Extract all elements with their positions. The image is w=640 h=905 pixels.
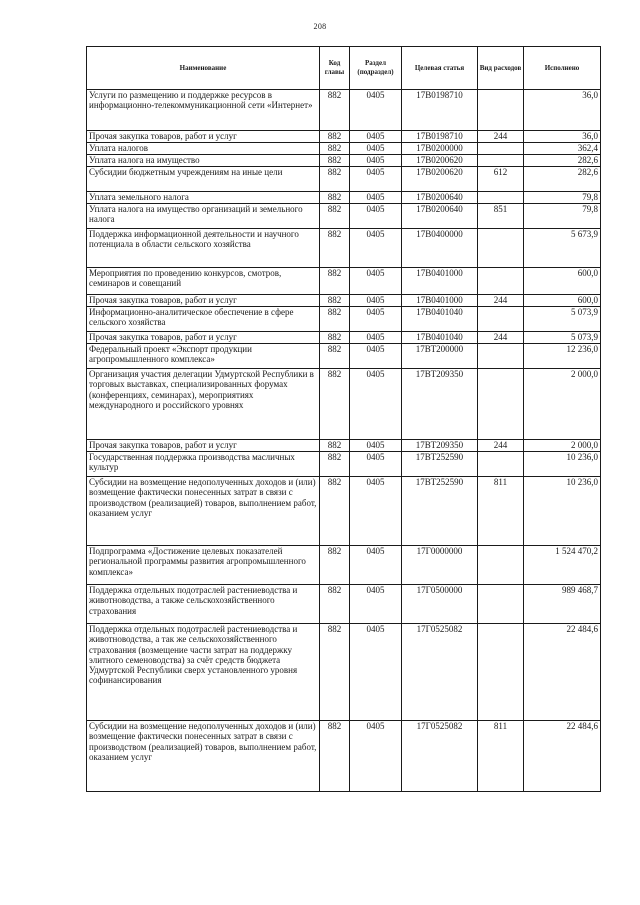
row-name: Прочая закупка товаров, работ и услуг	[87, 332, 320, 344]
row-target: 17ВТ252590	[402, 477, 478, 546]
table-row	[87, 369, 601, 440]
row-name: Федеральный проект «Экспорт продукции агропромышленного комплекса»	[87, 344, 320, 369]
row-code: 882	[320, 155, 350, 167]
row-code: 882	[320, 477, 350, 546]
row-code: 882	[320, 295, 350, 307]
row-name: Субсидии на возмещение недополученных доходов и (или) возмещение фактически понесенных затрат в связи с производством (реализацией) товаров, выполнением работ, оказанием услуг	[87, 721, 320, 792]
row-section: 0405	[350, 192, 402, 204]
row-amount: 22 484,6	[524, 721, 601, 792]
row-code: 882	[320, 131, 350, 143]
row-code: 882	[320, 90, 350, 131]
row-target: 17ВТ252590	[402, 452, 478, 477]
row-amount: 2 000,0	[524, 440, 601, 452]
row-target: 17В0200000	[402, 143, 478, 155]
row-target: 17В0200640	[402, 192, 478, 204]
row-section: 0405	[350, 721, 402, 792]
row-target: 17В0401000	[402, 295, 478, 307]
row-amount: 600,0	[524, 268, 601, 295]
row-target: 17ВТ209350	[402, 440, 478, 452]
row-name: Подпрограмма «Достижение целевых показателей региональной программы развития агропромышленного комплекса»	[87, 546, 320, 585]
row-type: 244	[478, 295, 524, 307]
row-section: 0405	[350, 344, 402, 369]
row-code: 882	[320, 452, 350, 477]
row-amount: 36,0	[524, 131, 601, 143]
row-target: 17Г0000000	[402, 546, 478, 585]
row-type: 811	[478, 477, 524, 546]
row-code: 882	[320, 546, 350, 585]
column-header-amount: Исполнено	[524, 47, 601, 90]
row-code: 882	[320, 229, 350, 268]
row-amount: 12 236,0	[524, 344, 601, 369]
table-header-row	[87, 47, 601, 90]
table-row	[87, 167, 601, 192]
row-name: Субсидии бюджетным учреждениям на иные цели	[87, 167, 320, 192]
page-number: 208	[313, 22, 327, 31]
row-name: Уплата земельного налога	[87, 192, 320, 204]
row-name: Мероприятия по проведению конкурсов, смотров, семинаров и совещаний	[87, 268, 320, 295]
row-section: 0405	[350, 204, 402, 229]
column-header-code: Код главы	[320, 47, 350, 90]
table-row	[87, 204, 601, 229]
row-name: Поддержка информационной деятельности и научного потенциала в области сельского хозяйства	[87, 229, 320, 268]
row-amount: 10 236,0	[524, 477, 601, 546]
table-row	[87, 332, 601, 344]
row-section: 0405	[350, 167, 402, 192]
row-code: 882	[320, 167, 350, 192]
row-section: 0405	[350, 307, 402, 332]
row-code: 882	[320, 307, 350, 332]
row-name: Прочая закупка товаров, работ и услуг	[87, 131, 320, 143]
row-type: 612	[478, 167, 524, 192]
row-target: 17Г0500000	[402, 585, 478, 624]
row-section: 0405	[350, 90, 402, 131]
row-section: 0405	[350, 585, 402, 624]
row-type	[478, 268, 524, 295]
row-code: 882	[320, 585, 350, 624]
budget-table	[86, 46, 601, 792]
row-section: 0405	[350, 268, 402, 295]
row-type	[478, 229, 524, 268]
row-type	[478, 90, 524, 131]
row-target: 17В0198710	[402, 90, 478, 131]
row-section: 0405	[350, 143, 402, 155]
row-amount: 79,8	[524, 192, 601, 204]
table-row	[87, 90, 601, 131]
row-name: Государственная поддержка производства масличных культур	[87, 452, 320, 477]
row-name: Поддержка отдельных подотраслей растениеводства и животноводства, а также сельскохозяйственного страхования	[87, 585, 320, 624]
row-amount: 5 073,9	[524, 307, 601, 332]
row-type	[478, 155, 524, 167]
row-code: 882	[320, 268, 350, 295]
row-name: Уплата налога на имущество организаций и земельного налога	[87, 204, 320, 229]
row-name: Поддержка отдельных подотраслей растениеводства и животноводства, а так же сельскохозяйственного страхования (возмещение части затрат на поддержку элитного семеноводства) за счёт средств бюджета Удмуртской Республики сверх установленного уровня софинансирования	[87, 624, 320, 721]
row-code: 882	[320, 143, 350, 155]
column-header-target: Целевая статья	[402, 47, 478, 90]
row-target: 17В0200620	[402, 167, 478, 192]
row-target: 17В0198710	[402, 131, 478, 143]
table-row	[87, 192, 601, 204]
row-amount: 2 000,0	[524, 369, 601, 440]
table-row	[87, 477, 601, 546]
row-section: 0405	[350, 155, 402, 167]
row-section: 0405	[350, 477, 402, 546]
row-name: Субсидии на возмещение недополученных доходов и (или) возмещение фактически понесенных затрат в связи с производством (реализацией) товаров, выполнением работ, оказанием услуг	[87, 477, 320, 546]
table-row	[87, 624, 601, 721]
row-code: 882	[320, 344, 350, 369]
row-type	[478, 143, 524, 155]
row-type	[478, 192, 524, 204]
row-target: 17В0400000	[402, 229, 478, 268]
row-type	[478, 369, 524, 440]
row-name: Уплата налогов	[87, 143, 320, 155]
row-target: 17Г0525082	[402, 624, 478, 721]
row-type	[478, 452, 524, 477]
table-row	[87, 268, 601, 295]
row-section: 0405	[350, 131, 402, 143]
row-amount: 1 524 470,2	[524, 546, 601, 585]
row-type: 244	[478, 440, 524, 452]
row-section: 0405	[350, 332, 402, 344]
column-header-section: Раздел (подраздел)	[350, 47, 402, 90]
table-row	[87, 546, 601, 585]
row-amount: 989 468,7	[524, 585, 601, 624]
row-name: Уплата налога на имущество	[87, 155, 320, 167]
table-row	[87, 307, 601, 332]
row-code: 882	[320, 624, 350, 721]
row-code: 882	[320, 192, 350, 204]
row-amount: 600,0	[524, 295, 601, 307]
row-target: 17В0401000	[402, 268, 478, 295]
row-name: Прочая закупка товаров, работ и услуг	[87, 440, 320, 452]
table-row	[87, 344, 601, 369]
table-row	[87, 155, 601, 167]
row-section: 0405	[350, 369, 402, 440]
row-section: 0405	[350, 624, 402, 721]
row-amount: 36,0	[524, 90, 601, 131]
row-name: Прочая закупка товаров, работ и услуг	[87, 295, 320, 307]
row-code: 882	[320, 332, 350, 344]
row-type	[478, 624, 524, 721]
row-name: Организация участия делегации Удмуртской Республики в торговых выставках, специализированных форумах (конференциях, семинарах), мероприятиях международного и российского уровнях	[87, 369, 320, 440]
row-target: 17В0200620	[402, 155, 478, 167]
row-section: 0405	[350, 452, 402, 477]
row-section: 0405	[350, 295, 402, 307]
row-amount: 79,8	[524, 204, 601, 229]
row-type	[478, 546, 524, 585]
row-amount: 5 073,9	[524, 332, 601, 344]
row-name: Услуги по размещению и поддержке ресурсов в информационно-телекоммуникационной сети «Интернет»	[87, 90, 320, 131]
table-row	[87, 229, 601, 268]
row-amount: 10 236,0	[524, 452, 601, 477]
row-target: 17В0200640	[402, 204, 478, 229]
row-target: 17Г0525082	[402, 721, 478, 792]
row-code: 882	[320, 369, 350, 440]
row-code: 882	[320, 440, 350, 452]
row-code: 882	[320, 721, 350, 792]
row-code: 882	[320, 204, 350, 229]
row-type: 811	[478, 721, 524, 792]
row-target: 17В0401040	[402, 332, 478, 344]
row-type	[478, 307, 524, 332]
row-target: 17ВТ209350	[402, 369, 478, 440]
table-row	[87, 452, 601, 477]
row-section: 0405	[350, 546, 402, 585]
row-amount: 22 484,6	[524, 624, 601, 721]
row-type	[478, 585, 524, 624]
table-row	[87, 295, 601, 307]
row-type: 851	[478, 204, 524, 229]
table-row	[87, 440, 601, 452]
row-target: 17ВТ200000	[402, 344, 478, 369]
row-amount: 5 673,9	[524, 229, 601, 268]
row-type	[478, 344, 524, 369]
row-type: 244	[478, 131, 524, 143]
column-header-type: Вид расходов	[478, 47, 524, 90]
table-row	[87, 585, 601, 624]
row-target: 17В0401040	[402, 307, 478, 332]
row-name: Информационно-аналитическое обеспечение в сфере сельского хозяйства	[87, 307, 320, 332]
table-row	[87, 143, 601, 155]
row-type: 244	[478, 332, 524, 344]
row-section: 0405	[350, 440, 402, 452]
row-amount: 362,4	[524, 143, 601, 155]
row-amount: 282,6	[524, 155, 601, 167]
row-section: 0405	[350, 229, 402, 268]
row-amount: 282,6	[524, 167, 601, 192]
table-row	[87, 721, 601, 792]
column-header-name: Наименование	[87, 47, 320, 90]
table-row	[87, 131, 601, 143]
